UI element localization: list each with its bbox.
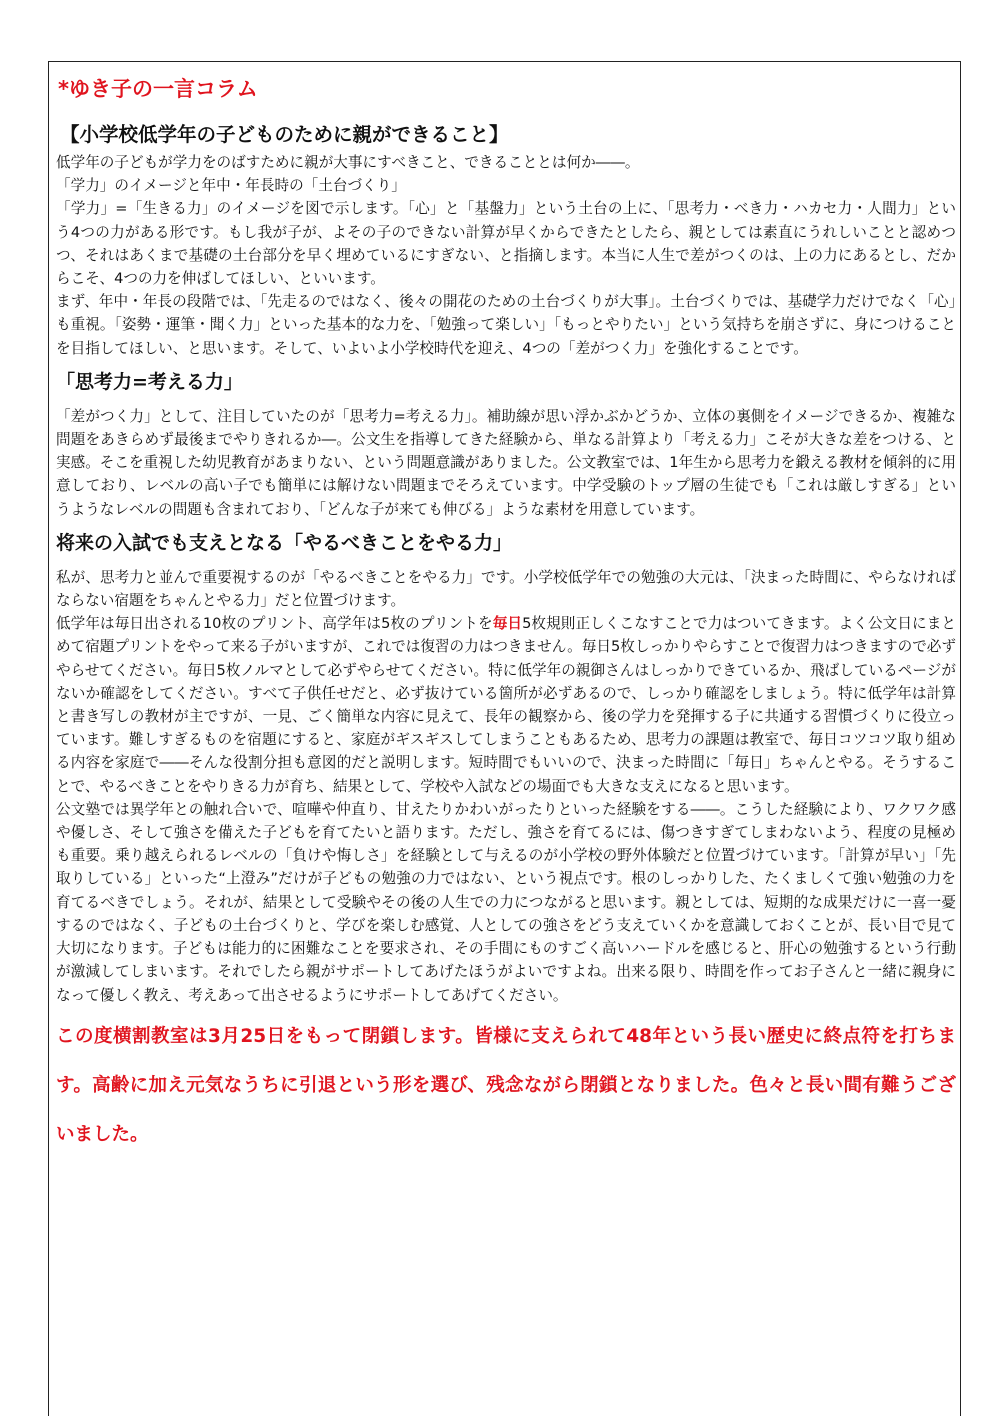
thinking-paragraph: 「差がつく力」として、注目していたのが「思考力=考える力」。補助線が思い浮かぶかどうか、立体の裏側をイメージできるか、複雑な問題をあきらめず最後までやりきれるか―。公文生を指導してきた経験から、単なる計算より「考える力」こそが大きな差をつける、と実感。そこを重視した幼児教育があまりない、という問題意識がありました。公文教室では、1年生から思考力を鍛える教材を傾斜的に用意しており、レベルの高い子でも簡単には解けない問題までそろえています。中学受験のトップ層の生徒でも「これは厳しすぎる」というようなレベルの問題も含まれており、「どんな子が来ても伸びる」ような素材を用意しています。 bbox=[56, 407, 956, 518]
doing-paragraph-3: 公文塾では異学年との触れ合いで、喧嘩や仲直り、甘えたりかわいがったりといった経験をする――。こうした経験により、ワクワク感や優しさ、そして強さを備えた子どもを育てたいと語ります。ただし、強さを育てるには、傷つきすぎてしまわないよう、程度の見極めも重要。乗り越えられるレベルの「負けや悔しさ」を経験として与えるのが小学校の野外体験だと位置づけています。「計算が早い」「先取りしている」といった“上澄み”だけが子どもの勉強の力ではない、という視点です。根のしっかりした、たくましくて強い勉強の力を育てるべきでしょう。それが、結果として受験やその後の人生での力につながると思います。親としては、短期的な成果だけに一喜一憂するのではなく、子どもの土台づくりと、学びを楽しむ感覚、人としての強さをどう支えていくかを意識しておくことが、長い目で見て大切になります。子どもは能力的に困難なことを要求され、その手間にものすごく高いハードルを感じると、肝心の勉強するという行動が激減してしまいます。それでしたら親がサポートしてあげたほうがよいですよね。出来る限り、時間を作ってお子さんと一緒に親身になって優しく教え、考えあって出させるようにサポートしてあげてください。 bbox=[56, 800, 956, 1004]
main-heading: 【小学校低学年の子どものために親ができること】 bbox=[60, 123, 509, 146]
doing-paragraph-2-before: 低学年は毎日出される10枚のプリント、高学年は5枚のプリントを bbox=[56, 615, 493, 633]
doing-paragraph-2 bbox=[56, 612, 956, 798]
column-title: *ゆき子の一言コラム bbox=[58, 77, 258, 101]
closing-announcement bbox=[56, 1013, 956, 1160]
intro-paragraph-1: 低学年の子どもが学力をのばすために親が大事にすべきこと、できることとは何か――。 bbox=[56, 154, 640, 171]
doing-paragraph-1: 私が、思考力と並んで重要視するのが「やるべきことをやる力」です。小学校低学年での勉強の大元は、「決まった時間に、やらなければならない宿題をちゃんとやる力」だと位置づけます。 bbox=[56, 568, 956, 610]
section-heading-doing: 将来の入試でも支えとなる「やるべきことをやる力」 bbox=[56, 531, 513, 554]
doing-paragraph-2-after: 5枚規則正しくこなすことで力はついてきます。よく公文日にまとめて宿題プリントをやって来る子がいますが、これでは復習の力はつきません。毎日5枚しっかりやらすことで復習力はつきますので必ずやらせてください。毎日5枚ノルマとして必ずやらせてください。特に低学年の親御さんはしっかりできているか、飛ばしているページがないか確認をしてください。すべて子供任せだと、必ず抜けている箇所が必ずあるので、しっかり確認をしましょう。特に低学年は計算と書き写しの教材が主ですが、一見、ごく簡単な内容に見えて、長年の観察から、後の学力を発揮する子に共通する習慣づくりに役立っています。難しすぎるものを宿題にすると、家庭がギスギスしてしまうこともあるため、思考力の課題は教室で、毎日コツコツ取り組める内容を家庭で――そんな役割分担も意図的だと説明します。短時間でもいいので、決まった時間に「毎日」ちゃんとやる。そうすることで、やるべきことをやりきる力が育ち、結果として、学校や入試などの場面でも大きな支えになると思います。 bbox=[56, 615, 956, 795]
daily-highlight: 毎日 bbox=[492, 615, 523, 633]
section-heading-thinking: 「思考力=考える力」 bbox=[56, 370, 243, 393]
closing-red-text: この度横割教室は3月25日をもって閉鎖します。皆様に支えられて48年という長い歴史に終点符を打ちます。高齢に加え元気なうちに引退という形を選び、残念ながら閉鎖となりました。色々と長い間有難うございました。 bbox=[56, 1025, 956, 1145]
column-content bbox=[56, 66, 956, 1160]
intro-paragraph-2: 「学力」=「生きる力」のイメージを図で示します。「心」と「基盤力」という土台の上に、「思考力・べき力・ハカセ力・人間力」という4つの力がある形です。もし我が子が、よその子のできない計算が早くからできたとしたら、親としては素直にうれしいことと認めつつ、それはあくまで基礎の土台部分を早く埋めているにすぎない、と指摘します。本当に人生で差がつくのは、上の力にあるとし、だからこそ、4つの力を伸ばしてほしい、といいます。 bbox=[56, 200, 956, 288]
intro-paragraph-3: まず、年中・年長の段階では、「先走るのではなく、後々の開花のための土台づくりが大事」。土台づくりでは、基礎学力だけでなく「心」も重視。「姿勢・運筆・聞く力」といった基本的な力を、「勉強って楽しい」「もっとやりたい」という気持ちを崩さずに、身につけることを目指してほしい、と思います。そして、いよいよ小学校時代を迎え、4つの「差がつく力」を強化することです。 bbox=[56, 293, 956, 357]
intro-subheading: 「学力」のイメージと年中・年長時の「土台づくり」 bbox=[56, 177, 406, 195]
